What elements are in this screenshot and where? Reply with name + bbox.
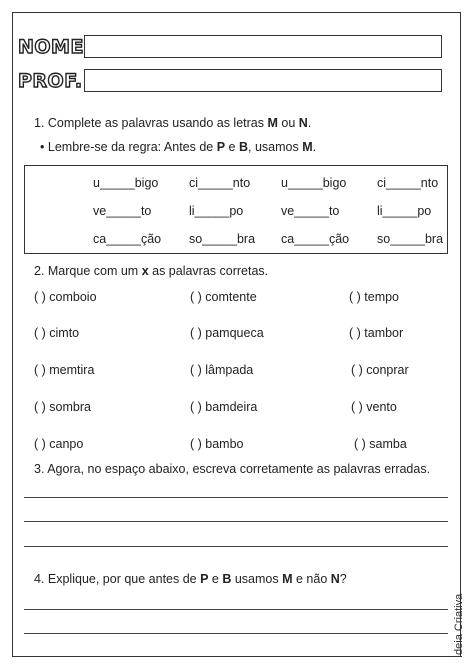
question-2: 2. Marque com um x as palavras corretas. bbox=[34, 264, 269, 278]
answer-line[interactable] bbox=[24, 633, 448, 634]
answer-line[interactable] bbox=[24, 521, 448, 522]
checkbox-option[interactable]: ( ) tempo bbox=[349, 290, 400, 304]
checkbox-option[interactable]: ( ) samba bbox=[354, 437, 407, 451]
answer-line[interactable] bbox=[24, 609, 448, 610]
question-4: 4. Explique, por que antes de P e B usamos M e não N? bbox=[34, 572, 347, 586]
fill-word[interactable]: ve_____to bbox=[93, 204, 152, 218]
bullet-icon: • bbox=[40, 140, 45, 154]
fill-word[interactable]: li_____po bbox=[189, 204, 244, 218]
checkbox-option[interactable]: ( ) canpo bbox=[34, 437, 84, 451]
checkbox-option[interactable]: ( ) vento bbox=[351, 400, 397, 414]
question-1: 1. Complete as palavras usando as letras M ou N. bbox=[34, 116, 312, 130]
prof-label: PROF. bbox=[18, 70, 83, 92]
fill-word[interactable]: u_____bigo bbox=[281, 176, 347, 190]
rule-reminder: • Lembre-se da regra: Antes de P e B, usamos M. bbox=[40, 140, 317, 154]
checkbox-option[interactable]: ( ) bamdeira bbox=[190, 400, 258, 414]
fill-word[interactable]: ca_____ção bbox=[281, 232, 350, 246]
fill-word[interactable]: so_____bra bbox=[377, 232, 444, 246]
answer-line[interactable] bbox=[24, 497, 448, 498]
checkbox-option[interactable]: ( ) conprar bbox=[351, 363, 409, 377]
brand-watermark bbox=[445, 560, 469, 660]
svg-text:Ideia Criativa: Ideia Criativa bbox=[453, 593, 465, 658]
fill-word[interactable]: ci_____nto bbox=[377, 176, 439, 190]
answer-line[interactable] bbox=[24, 546, 448, 547]
name-label: NOME bbox=[18, 36, 84, 58]
fill-word[interactable]: ca_____ção bbox=[93, 232, 162, 246]
checkbox-option[interactable]: ( ) comboio bbox=[34, 290, 97, 304]
checkbox-option[interactable]: ( ) sombra bbox=[34, 400, 91, 414]
fill-word[interactable]: u_____bigo bbox=[93, 176, 159, 190]
checkbox-option[interactable]: ( ) tambor bbox=[349, 326, 404, 340]
checkbox-option[interactable]: ( ) cimto bbox=[34, 326, 80, 340]
name-field[interactable] bbox=[84, 35, 442, 58]
checkbox-option[interactable]: ( ) bambo bbox=[190, 437, 244, 451]
fill-word[interactable]: ci_____nto bbox=[189, 176, 251, 190]
checkbox-option[interactable]: ( ) memtira bbox=[34, 363, 95, 377]
checkbox-option[interactable]: ( ) lâmpada bbox=[190, 363, 254, 377]
question-3: 3. Agora, no espaço abaixo, escreva corretamente as palavras erradas. bbox=[34, 462, 431, 476]
fill-word[interactable]: so_____bra bbox=[189, 232, 256, 246]
fill-word[interactable]: li_____po bbox=[377, 204, 432, 218]
checkbox-option[interactable]: ( ) comtente bbox=[190, 290, 257, 304]
fill-word[interactable]: ve_____to bbox=[281, 204, 340, 218]
checkbox-option[interactable]: ( ) pamqueca bbox=[190, 326, 264, 340]
prof-field[interactable] bbox=[84, 69, 442, 92]
